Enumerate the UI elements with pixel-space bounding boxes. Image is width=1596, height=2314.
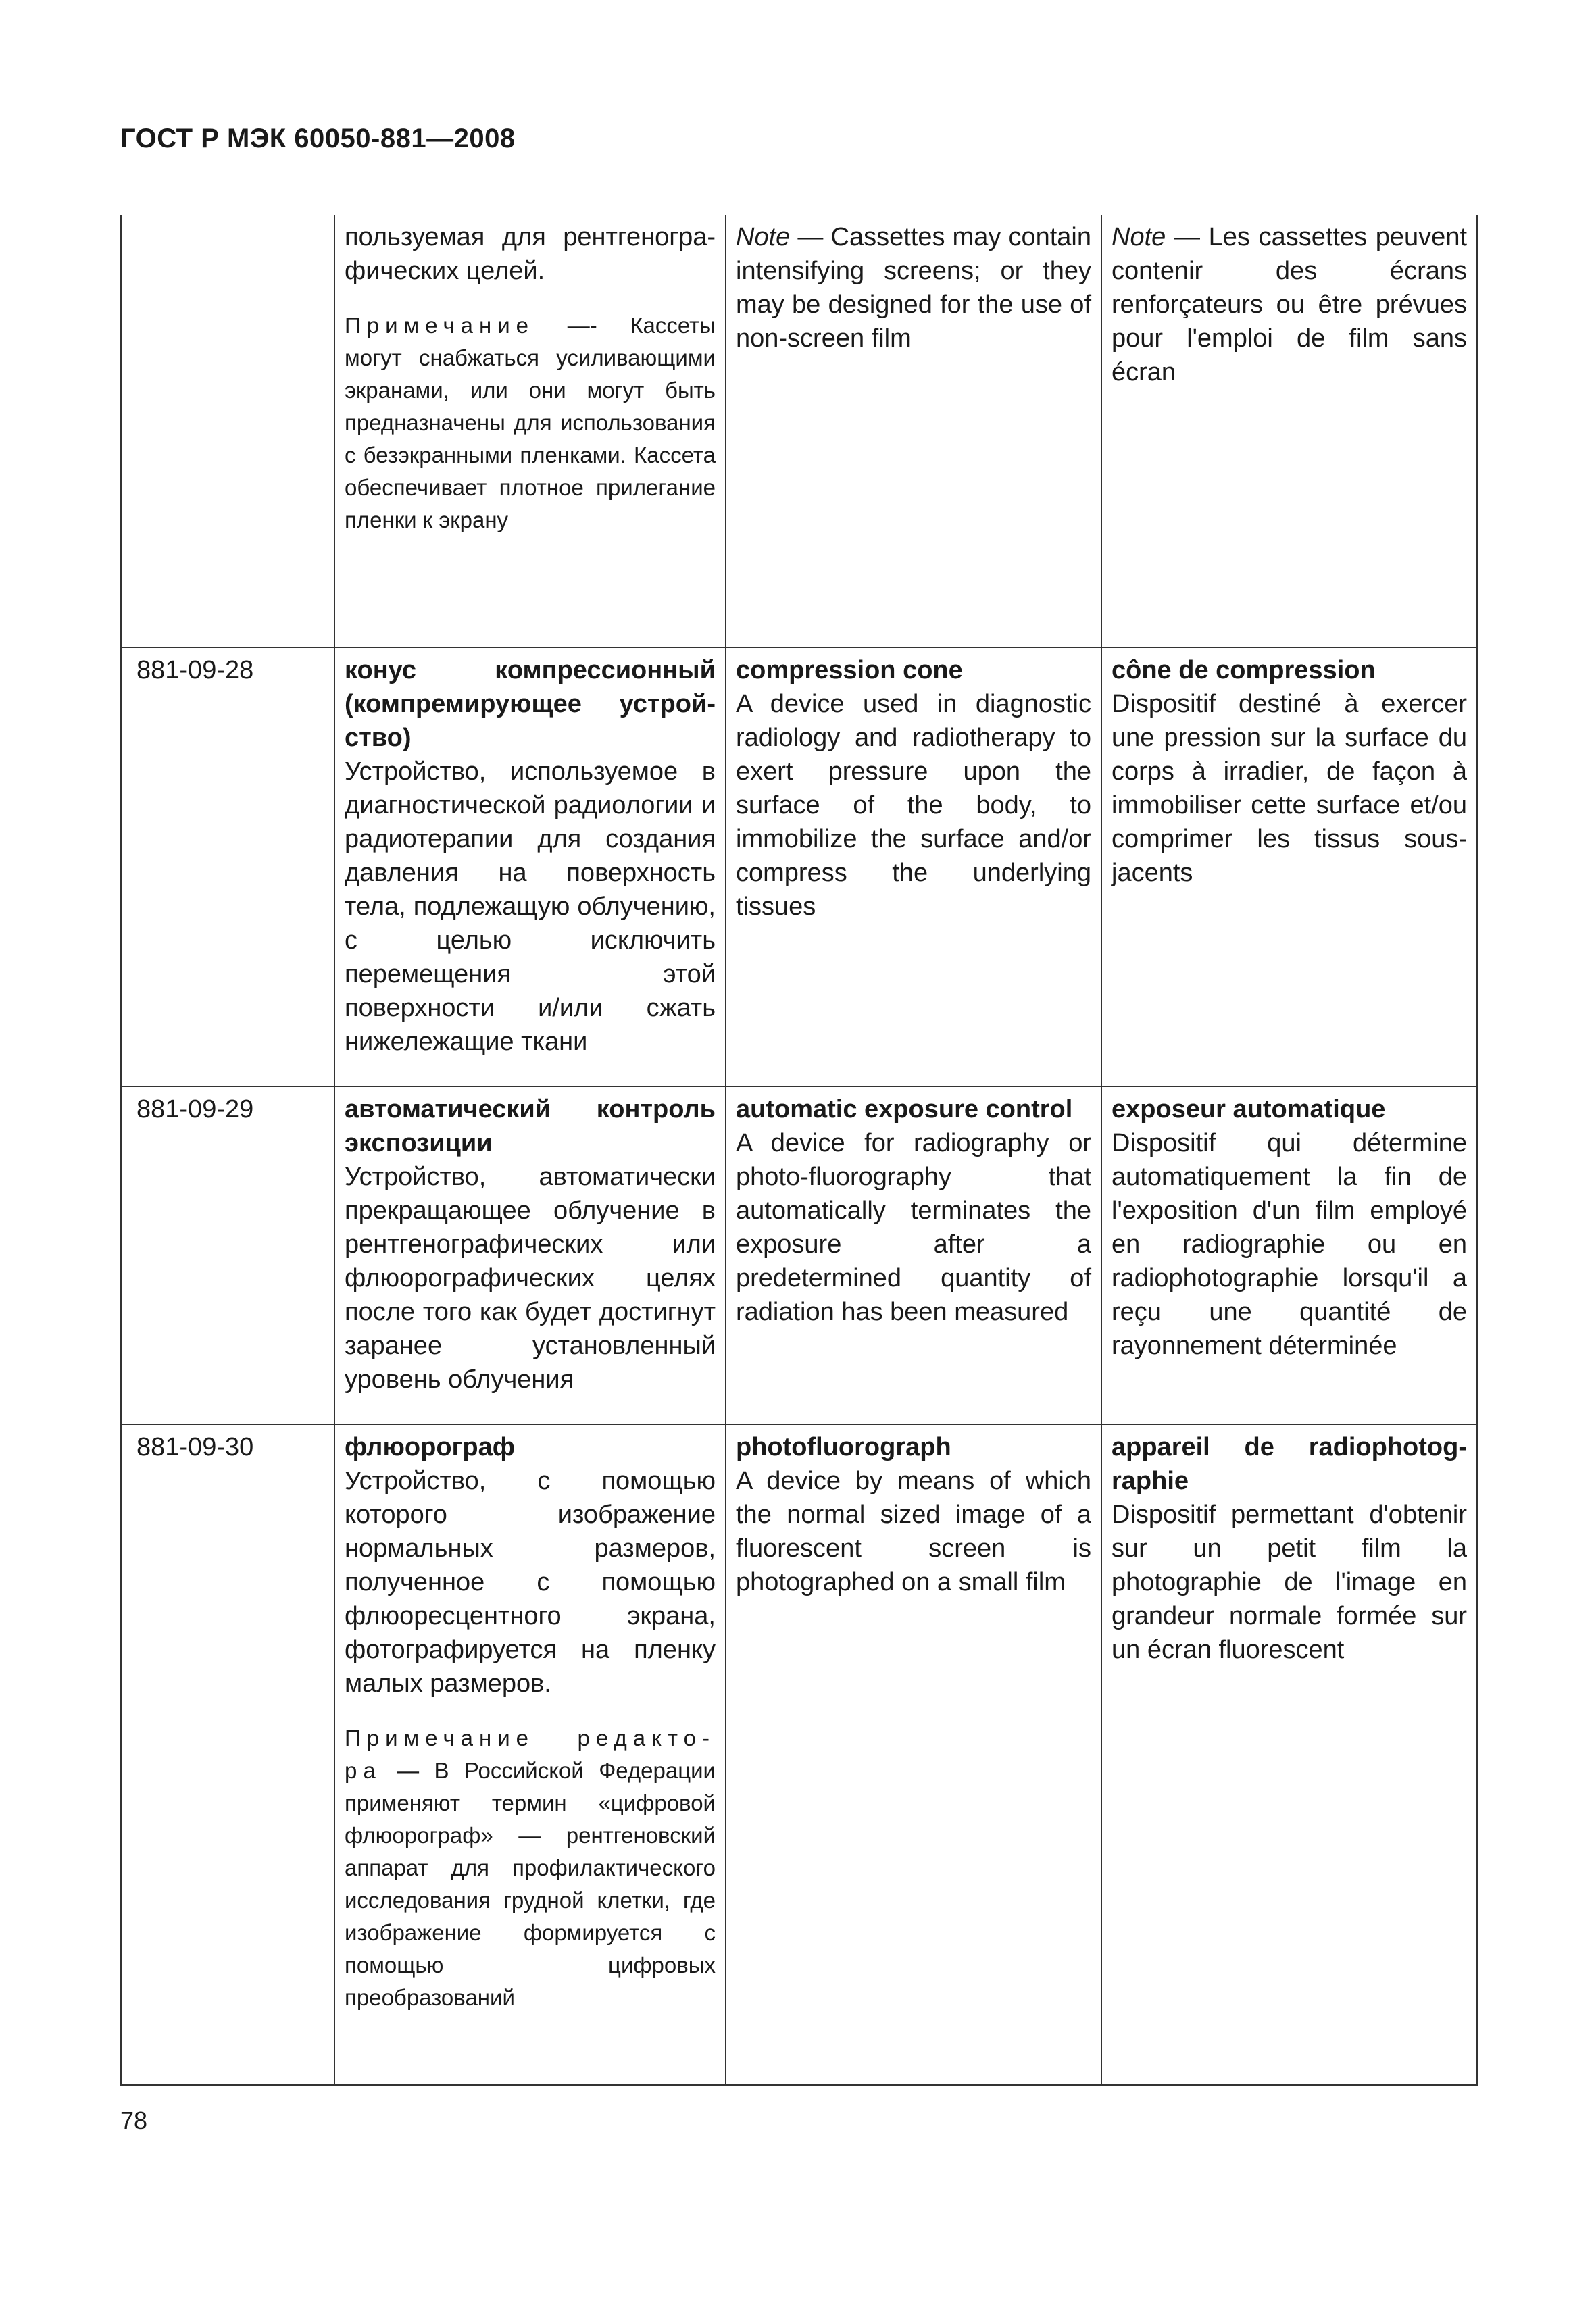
fr-note <box>1112 220 1467 389</box>
fr-definition: Dispositif permettant d'obtenir sur un petit film la photographie de l'image en grandeur normale formée sur un écran fluorescent <box>1112 1501 1467 1664</box>
cell-fr <box>1101 1086 1477 1424</box>
terms-table <box>120 215 1478 2086</box>
ru-term: конус компрессионный (компремирующее устрой-ство) <box>345 656 716 752</box>
en-definition: A device used in diagnostic radiology and radiotherapy to exert pressure upon the surface of the body, to immobilize the surface and/or compress the underlying tissues <box>736 690 1091 921</box>
ru-editor-note <box>345 1722 716 2014</box>
table-row <box>121 647 1477 1086</box>
page-number: 78 <box>120 2107 148 2134</box>
cell-fr <box>1101 647 1477 1086</box>
fr-term: exposeur automatique <box>1112 1095 1386 1124</box>
en-term: automatic exposure control <box>736 1095 1073 1124</box>
fr-term: cône de compression <box>1112 656 1376 684</box>
entry-id: 881-09-29 <box>121 1086 334 1424</box>
cell-id-empty <box>121 215 334 647</box>
en-note <box>736 220 1091 355</box>
en-term: compression cone <box>736 656 963 684</box>
table-row-continuation <box>121 215 1477 647</box>
fr-note-label: Note <box>1112 223 1166 251</box>
en-note-label: Note <box>736 223 791 251</box>
cell-en <box>726 647 1101 1086</box>
en-definition: A device for radiography or photo-fluorography that automatically terminates the exposure after a predetermined quantity of radiation has been measured <box>736 1129 1091 1326</box>
en-definition: A device by means of which the normal sized image of a fluorescent screen is photographed on a small film <box>736 1467 1091 1596</box>
ru-note-text: —- Кассеты могут снабжаться усиливающими экранами, или они могут быть предназначены для использования с безэкранными пленками. Кассета обеспечивает плотное прилегание пленки к экрану <box>345 313 716 532</box>
ru-note-label: Примечание <box>345 313 535 338</box>
cell-ru <box>334 647 726 1086</box>
table-row <box>121 1086 1477 1424</box>
ru-note <box>345 309 716 536</box>
ru-editor-note-text: — В Российской Федерации применяют термин «цифровой флюорограф» — рентгеновский аппарат для профилактического исследования грудной клетки, где изображение формируется с помощью цифровых преобразований <box>345 1758 716 2010</box>
fr-term: appareil de radiophotog-raphie <box>1112 1433 1467 1495</box>
entry-id: 881-09-28 <box>121 647 334 1086</box>
document-header: ГОСТ Р МЭК 60050-881—2008 <box>120 124 516 153</box>
cell-en <box>726 1086 1101 1424</box>
cell-en <box>726 1424 1101 2085</box>
ru-term: автоматический контроль экспозиции <box>345 1095 716 1157</box>
en-note-text: — Cassettes may contain intensifying screens; or they may be designed for the use of non-screen film <box>736 223 1091 353</box>
ru-definition: Устройство, используемое в диагностической радиологии и радиотерапии для создания давления на поверхность тела, подлежащую облучению, с целью исключить перемещения этой поверхности и/или сжать нижележащие ткани <box>345 757 716 1056</box>
ru-definition: Устройство, автоматически прекращающее облучение в рентгенографических или флюорографических целях после того как будет достигнут заранее установленный уровень облучения <box>345 1163 716 1394</box>
cell-fr <box>1101 215 1477 647</box>
fr-definition: Dispositif destiné à exercer une pression sur la surface du corps à irradier, de façon à immobiliser cette surface et/ou comprimer les tissus sous-jacents <box>1112 690 1467 887</box>
fr-note-text: — Les cassettes peuvent contenir des écrans renforçateurs ou être prévues pour l'emploi de film sans écran <box>1112 223 1468 386</box>
table-row <box>121 1424 1477 2085</box>
entry-id: 881-09-30 <box>121 1424 334 2085</box>
cell-fr <box>1101 1424 1477 2085</box>
ru-term: флюорограф <box>345 1433 515 1461</box>
ru-continuation-text: пользуемая для рентгеногра-фических целей. <box>345 223 716 285</box>
ru-editor-note-label: Примечание редакто-ра <box>345 1726 716 1783</box>
ru-definition: Устройство, с помощью которого изображение нормальных размеров, полученное с помощью флюоресцентного экрана, фотографируется на пленку малых размеров. <box>345 1467 716 1698</box>
cell-ru <box>334 215 726 647</box>
en-term: photofluorograph <box>736 1433 951 1461</box>
cell-ru <box>334 1424 726 2085</box>
cell-en <box>726 215 1101 647</box>
cell-ru <box>334 1086 726 1424</box>
fr-definition: Dispositif qui détermine automatiquement la fin de l'exposition d'un film employé en radiographie ou en radiophotographie lorsqu'il a reçu une quantité de rayonnement déterminée <box>1112 1129 1467 1360</box>
